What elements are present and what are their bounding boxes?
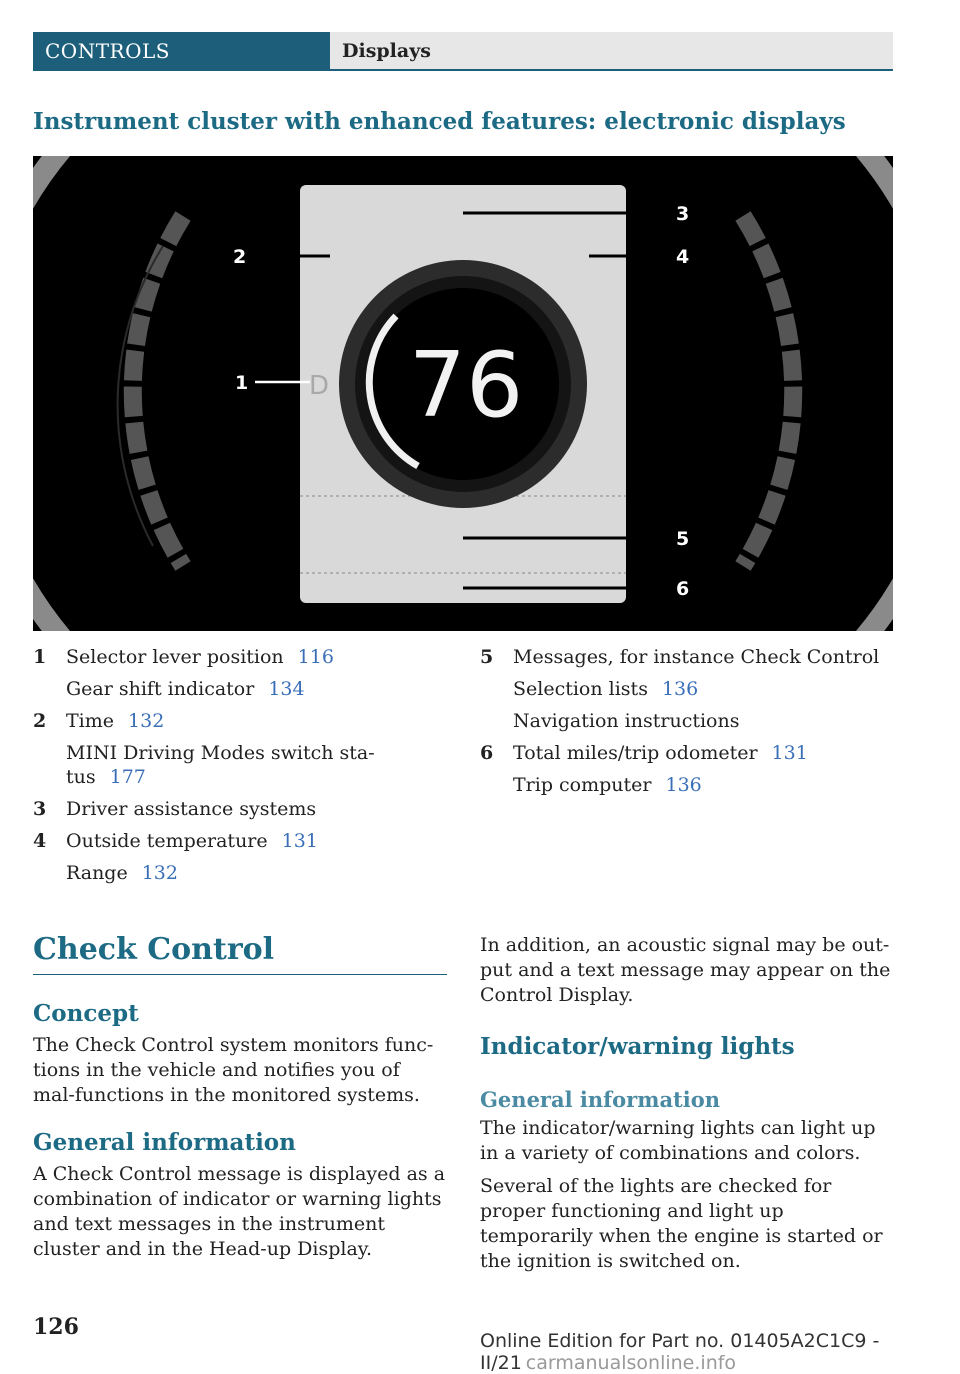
legend-item-line: Navigation instructions bbox=[513, 710, 740, 732]
page-ref-link[interactable]: 136 bbox=[665, 774, 702, 796]
page-ref-link[interactable]: 131 bbox=[281, 830, 318, 852]
indicator-text-2: Several of the lights are checked for proper functioning and light up temporarily when the engine is started or the ignition is switched on. bbox=[480, 1175, 883, 1272]
page-ref-link[interactable]: 132 bbox=[141, 862, 178, 884]
callout-5: 5 bbox=[676, 528, 690, 550]
instrument-cluster-figure bbox=[33, 156, 893, 631]
check-control-title: Check Control bbox=[33, 932, 275, 967]
header-topic-label: Displays bbox=[330, 32, 893, 71]
indicator-lights-heading: Indicator/warning lights bbox=[480, 1033, 795, 1060]
page-number: 126 bbox=[33, 1314, 79, 1340]
legend-item-line: Selection lists 136 bbox=[513, 678, 699, 700]
right-outer-arc bbox=[853, 156, 893, 631]
general-info-heading: General information bbox=[33, 1129, 296, 1156]
page-ref-link[interactable]: 136 bbox=[661, 678, 699, 700]
page-ref-link[interactable]: 116 bbox=[297, 646, 334, 668]
callout-2: 2 bbox=[233, 246, 247, 268]
header-rule bbox=[33, 69, 893, 71]
check-control-left-column bbox=[33, 930, 447, 1262]
legend-item: 1 Selector lever position 116 bbox=[33, 646, 334, 668]
general-info-text: A Check Control message is displayed as a combination of indicator or warning lights and text messages in the instrument cluster and in the Head-up Display. bbox=[33, 1163, 446, 1260]
legend-item: 5 Messages, for instance Check Control bbox=[480, 646, 880, 668]
page-ref-link[interactable]: 134 bbox=[268, 678, 305, 700]
speed-readout: 76 bbox=[408, 333, 524, 438]
legend-item-line: Trip computer 136 bbox=[513, 774, 702, 796]
edition-label: Online Edition for Part no. 01405A2C1C9 - II/21 carmanualsonline.info bbox=[480, 1330, 880, 1374]
page-ref-link[interactable]: 177 bbox=[109, 766, 146, 788]
legend-item-line: Gear shift indicator 134 bbox=[66, 678, 305, 700]
legend-left bbox=[33, 641, 443, 889]
page-ref-link[interactable]: 132 bbox=[128, 710, 165, 732]
acoustic-signal-text: In addition, an acoustic signal may be out-put and a text message may appear on the Control Display. bbox=[480, 934, 891, 1006]
legend-item-line: MINI Driving Modes switch sta- bbox=[66, 742, 375, 764]
section-rule bbox=[33, 974, 447, 975]
callout-4: 4 bbox=[676, 246, 690, 268]
indicator-text-1: The indicator/warning lights can light up in a variety of combinations and colors. bbox=[480, 1117, 876, 1164]
callout-1: 1 bbox=[235, 372, 249, 394]
legend-item: 6 Total miles/trip odometer 131 bbox=[480, 742, 808, 764]
left-outer-arc bbox=[33, 156, 73, 631]
gear-indicator: D bbox=[308, 371, 330, 401]
concept-heading: Concept bbox=[33, 1000, 139, 1027]
left-segment-scale bbox=[133, 216, 183, 566]
legend-item: 3 Driver assistance systems bbox=[33, 798, 317, 820]
callout-6: 6 bbox=[676, 578, 690, 600]
indicator-general-heading: General information bbox=[480, 1087, 721, 1112]
legend-item: 2 Time 132 bbox=[33, 710, 165, 732]
check-control-right-column bbox=[480, 933, 893, 1274]
watermark-text: carmanualsonline.info bbox=[525, 1352, 737, 1374]
legend-item-line: tus 177 bbox=[66, 766, 146, 788]
legend-item: 4 Outside temperature 131 bbox=[33, 830, 318, 852]
callout-3: 3 bbox=[676, 203, 690, 225]
legend-item-line: Range 132 bbox=[66, 862, 178, 884]
page-ref-link[interactable]: 131 bbox=[771, 742, 808, 764]
concept-text: The Check Control system monitors func-tions in the vehicle and notifies you of mal-functions in the monitored systems. bbox=[33, 1034, 434, 1106]
legend-right bbox=[480, 641, 893, 801]
figure-title: Instrument cluster with enhanced features: electronic displays bbox=[33, 108, 846, 135]
right-segment-scale bbox=[743, 216, 793, 566]
header-section-label: CONTROLS bbox=[33, 32, 330, 71]
